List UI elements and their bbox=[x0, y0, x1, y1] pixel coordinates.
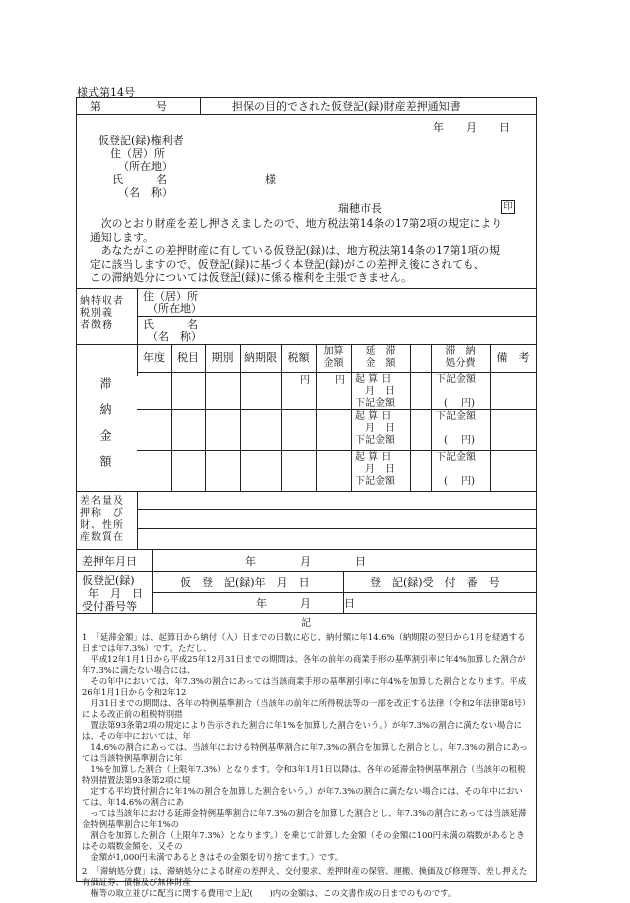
taxpayer-location-label: （所在地） bbox=[147, 302, 202, 315]
delinquency-calc-row: 起 算 日 月 日 下記金額 bbox=[355, 411, 395, 446]
taxpayer-label: 納特収者 税別義 者徴務 bbox=[80, 296, 124, 331]
seal-mark: 印 bbox=[501, 200, 515, 214]
addressee-name-label: 氏 名 bbox=[112, 173, 167, 186]
provisional-date-value: 年 月 日 bbox=[256, 597, 355, 610]
addressee-location-label: （所在地） bbox=[118, 160, 173, 173]
notice-body: 次のとおり財産を差し押さえましたので、地方税法第14条の17第2項の規定により 通知します。 あなたがこの差押財産に有している仮登記(録)は、地方税法第14条の17第1項の規 定に該当しますので、仮登記(録)に基づく本登記(録)がこの差押え後にされても、 この滞納処分については仮登記(録)に係る権利を主張できません。 bbox=[90, 217, 503, 284]
seizure-date-value: 年 月 日 bbox=[245, 555, 366, 568]
number-label: 第 号 bbox=[90, 100, 167, 113]
col-additional: 加算 金額 bbox=[323, 346, 344, 369]
issuer-name: 瑞穂市長 bbox=[338, 202, 382, 215]
col-tax-item: 税目 bbox=[177, 351, 199, 364]
col-tax-amount: 税額 bbox=[287, 351, 310, 364]
taxpayer-address-label: 住（居）所 bbox=[143, 290, 198, 303]
col-delinquency: 延 滞 金 額 bbox=[365, 346, 396, 369]
taxpayer-name-label: 氏 名 bbox=[143, 318, 198, 331]
disposal-cost-row: 下記金額 ( 円) bbox=[436, 411, 476, 446]
delinquency-calc-row: 起 算 日 月 日 下記金額 bbox=[355, 374, 395, 409]
notes-heading: 記 bbox=[301, 618, 311, 629]
property-label: 差名量及 押称 び 財、性所 産数質在 bbox=[80, 496, 124, 543]
col-disposal-cost: 滞 納 処分費 bbox=[445, 346, 476, 369]
provisional-number-header: 登 記(録)受 付 番 号 bbox=[370, 576, 500, 589]
addressee-title: 仮登記(録)権利者 bbox=[98, 134, 184, 147]
addressee-corp-name-label: （名 称） bbox=[118, 186, 173, 199]
provisional-label: 仮登記(録) 年 月 日 受付番号等 bbox=[82, 574, 143, 613]
col-remarks: 備 考 bbox=[496, 351, 530, 364]
additional-yen-unit: 円 bbox=[335, 375, 345, 386]
arrears-side-label: 滞納金額 bbox=[98, 377, 112, 481]
taxpayer-corp-name-label: （名 称） bbox=[147, 330, 202, 343]
notes-list: 1 「延滞金額」は、起算日から納付（入）日までの日数に応じ、納付額に年14.6%（納期限の翌日から1月を経過する日までは年7.3%）です。ただし、 平成12年1月1日から平成25年12月31日までの期間は、各年の前年の商業手形の基準割引率に年4%加算した割合が年7.3%に満たない場合には、 その年中においては、年7.3%の割合にあっては当該商業手形の基準割引率に年4%を加算した割合となります。平成26年1月1日から令和2年12 月31日までの期間は、各年の特例基準割合（当該年の前年に所得税法等の一部を改正する法律（令和2年法律第8号）による改正前の租税特別措 置法第93条第2項の規定により告示された割合に年1%を加算した割合をいう。）が年7.3%の割合に満たない場合には、その年中においては、年 14.6%の割合にあっては、当該年における特例基準割合に年7.3%の割合を加算した割合とし、年7.3%の割合にあっては当該特例基準割合に年 1%を加算した割合（上限年7.3%）となります。令和3年1月1日以降は、各年の延滞金特例基準割合（当該年の租税特別措置法第93条第2項に規 定する平均貸付割合に年1%の割合を加算した割合をいう。）が年7.3%の割合に満たない場合には、その年中においては、年14.6%の割合にあ っては当該年における延滞金特例基準割合に年7.3%の割合を加算した割合とし、年7.3%の割合にあっては当該延滞金特例基準割合に年1%の 割合を加算した割合（上限年7.3%）となります。）を乗じて計算した金額（その金額に100円未満の端数があるときはその端数金額を、又その 金額が1,000円未満であるときはその金額を切り捨てます。）です。 2 「滞納処分費」は、滞納処分による財産の差押え、交付要求、差押財産の保管、運搬、換価及び修理等、差し押えた有価証券、債権及び無体財産 権等の取立並びに配当に関する費用で上記( )内の金額は、この文書作成の日までのものです。 bbox=[82, 632, 528, 898]
disposal-cost-row: 下記金額 ( 円) bbox=[436, 374, 476, 409]
delinquency-calc-row: 起 算 日 月 日 下記金額 bbox=[355, 452, 395, 487]
provisional-date-header: 仮 登 記(録)年 月 日 bbox=[180, 576, 310, 589]
addressee-address-label: 住（居）所 bbox=[110, 147, 165, 160]
disposal-cost-row: 下記金額 ( 円) bbox=[436, 452, 476, 487]
col-due-date: 納期限 bbox=[244, 351, 277, 364]
form-number: 様式第14号 bbox=[77, 86, 135, 99]
honorific: 様 bbox=[265, 173, 276, 186]
tax-yen-unit: 円 bbox=[300, 375, 310, 386]
document-title: 担保の目的でされた仮登記(録)財産差押通知書 bbox=[232, 100, 461, 113]
col-year: 年度 bbox=[143, 351, 165, 364]
seizure-date-label: 差押年月日 bbox=[82, 555, 137, 568]
col-period: 期別 bbox=[211, 351, 234, 364]
issue-date: 年 月 日 bbox=[433, 121, 510, 134]
